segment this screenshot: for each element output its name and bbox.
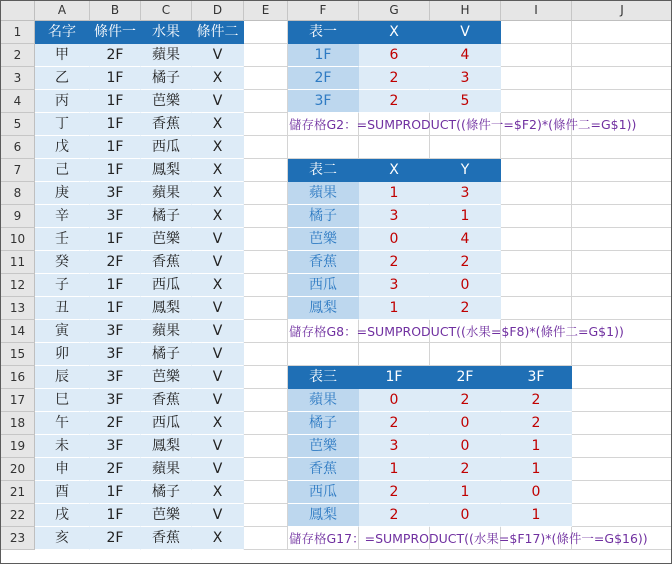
main-table-cell[interactable]: 1F — [90, 297, 141, 320]
main-table-cell[interactable]: 戊 — [35, 136, 90, 159]
table3-header[interactable]: 1F — [359, 366, 430, 389]
table2-value[interactable]: 3 — [359, 274, 430, 297]
main-table-cell[interactable]: 蘋果 — [141, 182, 192, 205]
cell-I6[interactable] — [501, 136, 572, 159]
main-table-cell[interactable]: 1F — [90, 159, 141, 182]
table2-value[interactable]: 4 — [430, 228, 501, 251]
main-table-cell[interactable]: V — [192, 320, 244, 343]
table1-header[interactable]: V — [430, 21, 501, 44]
table2-row-label[interactable]: 芭樂 — [288, 228, 359, 251]
table3-value[interactable]: 2 — [430, 389, 501, 412]
table3-formula-note: 儲存格G17：=SUMPRODUCT((水果=$F17)*(條件一=G$16)) — [289, 531, 648, 546]
cell-F15[interactable] — [288, 343, 359, 366]
main-table-cell[interactable]: 1F — [90, 274, 141, 297]
main-table-cell[interactable]: V — [192, 90, 244, 113]
table1-value[interactable]: 6 — [359, 44, 430, 67]
row-header-11[interactable]: 11 — [1, 251, 35, 274]
main-table-cell[interactable]: 芭樂 — [141, 90, 192, 113]
row-header-16[interactable]: 16 — [1, 366, 35, 389]
main-table-cell[interactable]: 香蕉 — [141, 113, 192, 136]
main-table-cell[interactable]: X — [192, 412, 244, 435]
cell-J17[interactable] — [572, 389, 672, 412]
cell-J4[interactable] — [572, 90, 672, 113]
main-table-cell[interactable]: 申 — [35, 458, 90, 481]
cell-H15[interactable] — [430, 343, 501, 366]
table2-row-label[interactable]: 西瓜 — [288, 274, 359, 297]
table3-value[interactable]: 2 — [501, 389, 572, 412]
table1-row-label[interactable]: 3F — [288, 90, 359, 113]
main-table-cell[interactable]: 巳 — [35, 389, 90, 412]
table1-value[interactable]: 5 — [430, 90, 501, 113]
column-header-G[interactable]: G — [359, 1, 430, 21]
cell-E23[interactable] — [244, 527, 288, 550]
row-header-13[interactable]: 13 — [1, 297, 35, 320]
main-table-cell[interactable]: 午 — [35, 412, 90, 435]
main-table-cell[interactable]: 鳳梨 — [141, 435, 192, 458]
main-table-cell[interactable]: 蘋果 — [141, 44, 192, 67]
main-table-cell[interactable]: V — [192, 44, 244, 67]
table3-value[interactable]: 1 — [430, 481, 501, 504]
table2-value[interactable]: 3 — [430, 182, 501, 205]
cell-E6[interactable] — [244, 136, 288, 159]
main-table-cell[interactable]: 芭樂 — [141, 366, 192, 389]
row-header-21[interactable]: 21 — [1, 481, 35, 504]
cell-I10[interactable] — [501, 228, 572, 251]
main-table-cell[interactable]: 橘子 — [141, 67, 192, 90]
cell-J3[interactable] — [572, 67, 672, 90]
table3-value[interactable]: 1 — [501, 504, 572, 527]
cell-E10[interactable] — [244, 228, 288, 251]
table1-value[interactable]: 2 — [359, 90, 430, 113]
cell-I9[interactable] — [501, 205, 572, 228]
cell-J20[interactable] — [572, 458, 672, 481]
table2-value[interactable]: 3 — [359, 205, 430, 228]
main-table-header[interactable]: 名字 — [35, 21, 90, 44]
main-table-cell[interactable]: 橘子 — [141, 343, 192, 366]
cell-G15[interactable] — [359, 343, 430, 366]
cell-J1[interactable] — [572, 21, 672, 44]
table3-value[interactable]: 1 — [501, 435, 572, 458]
cell-I2[interactable] — [501, 44, 572, 67]
main-table-cell[interactable]: 鳳梨 — [141, 297, 192, 320]
main-table-cell[interactable]: 1F — [90, 113, 141, 136]
cell-I4[interactable] — [501, 90, 572, 113]
table2-header[interactable]: Y — [430, 159, 501, 182]
cell-J18[interactable] — [572, 412, 672, 435]
select-all-corner[interactable] — [1, 1, 35, 21]
main-table-cell[interactable]: 芭樂 — [141, 504, 192, 527]
main-table-cell[interactable]: 蘋果 — [141, 320, 192, 343]
main-table-cell[interactable]: 亥 — [35, 527, 90, 550]
row-header-10[interactable]: 10 — [1, 228, 35, 251]
main-table-cell[interactable]: 酉 — [35, 481, 90, 504]
main-table-cell[interactable]: 3F — [90, 389, 141, 412]
table2-row-label[interactable]: 蘋果 — [288, 182, 359, 205]
table2-header[interactable]: X — [359, 159, 430, 182]
cell-E17[interactable] — [244, 389, 288, 412]
main-table-cell[interactable]: V — [192, 297, 244, 320]
main-table-cell[interactable]: 香蕉 — [141, 389, 192, 412]
cell-E2[interactable] — [244, 44, 288, 67]
row-header-3[interactable]: 3 — [1, 67, 35, 90]
table2-value[interactable]: 1 — [430, 205, 501, 228]
main-table-cell[interactable]: 2F — [90, 44, 141, 67]
main-table-cell[interactable]: X — [192, 205, 244, 228]
cell-J2[interactable] — [572, 44, 672, 67]
main-table-cell[interactable]: 2F — [90, 412, 141, 435]
table1-formula-note: 儲存格G2：=SUMPRODUCT((條件一=$F2)*(條件二=G$1)) — [289, 117, 637, 132]
main-table-cell[interactable]: X — [192, 113, 244, 136]
row-header-5[interactable]: 5 — [1, 113, 35, 136]
cell-E11[interactable] — [244, 251, 288, 274]
cell-E22[interactable] — [244, 504, 288, 527]
column-header-F[interactable]: F — [288, 1, 359, 21]
cell-I15[interactable] — [501, 343, 572, 366]
main-table-cell[interactable]: V — [192, 366, 244, 389]
column-header-A[interactable]: A — [35, 1, 90, 21]
column-header-B[interactable]: B — [90, 1, 141, 21]
table1-value[interactable]: 3 — [430, 67, 501, 90]
cell-J8[interactable] — [572, 182, 672, 205]
row-header-17[interactable]: 17 — [1, 389, 35, 412]
main-table-cell[interactable]: 3F — [90, 435, 141, 458]
table2-value[interactable]: 0 — [359, 228, 430, 251]
table2-value[interactable]: 2 — [430, 251, 501, 274]
row-header-23[interactable]: 23 — [1, 527, 35, 550]
cell-E16[interactable] — [244, 366, 288, 389]
main-table-cell[interactable]: 丁 — [35, 113, 90, 136]
main-table-cell[interactable]: 2F — [90, 251, 141, 274]
main-table-cell[interactable]: V — [192, 343, 244, 366]
main-table-cell[interactable]: 1F — [90, 67, 141, 90]
cell-E21[interactable] — [244, 481, 288, 504]
main-table-cell[interactable]: 3F — [90, 343, 141, 366]
main-table-cell[interactable]: V — [192, 435, 244, 458]
cell-E13[interactable] — [244, 297, 288, 320]
main-table-cell[interactable]: 芭樂 — [141, 228, 192, 251]
column-header-I[interactable]: I — [501, 1, 572, 21]
main-table-cell[interactable]: 丑 — [35, 297, 90, 320]
cell-I8[interactable] — [501, 182, 572, 205]
main-table-cell[interactable]: 2F — [90, 527, 141, 550]
row-header-9[interactable]: 9 — [1, 205, 35, 228]
main-table-cell[interactable]: 己 — [35, 159, 90, 182]
cell-E9[interactable] — [244, 205, 288, 228]
table3-value[interactable]: 0 — [430, 504, 501, 527]
table2-value[interactable]: 2 — [359, 251, 430, 274]
cell-E15[interactable] — [244, 343, 288, 366]
cell-E8[interactable] — [244, 182, 288, 205]
row-header-14[interactable]: 14 — [1, 320, 35, 343]
table1-value[interactable]: 2 — [359, 67, 430, 90]
main-table-cell[interactable]: X — [192, 67, 244, 90]
main-table-cell[interactable]: X — [192, 527, 244, 550]
main-table-header[interactable]: 條件一 — [90, 21, 141, 44]
main-table-cell[interactable]: X — [192, 159, 244, 182]
cell-J9[interactable] — [572, 205, 672, 228]
main-table-cell[interactable]: V — [192, 389, 244, 412]
main-table-cell[interactable]: 1F — [90, 504, 141, 527]
row-header-2[interactable]: 2 — [1, 44, 35, 67]
table1-header[interactable]: X — [359, 21, 430, 44]
cell-J21[interactable] — [572, 481, 672, 504]
column-header-E[interactable]: E — [244, 1, 288, 21]
main-table-cell[interactable]: 香蕉 — [141, 527, 192, 550]
table3-header[interactable]: 2F — [430, 366, 501, 389]
column-header-H[interactable]: H — [430, 1, 501, 21]
cell-E4[interactable] — [244, 90, 288, 113]
main-table-cell[interactable]: 辛 — [35, 205, 90, 228]
table3-value[interactable]: 0 — [501, 481, 572, 504]
table3-value[interactable]: 2 — [359, 412, 430, 435]
main-table-cell[interactable]: V — [192, 504, 244, 527]
table3-row-label[interactable]: 西瓜 — [288, 481, 359, 504]
table3-value[interactable]: 0 — [359, 389, 430, 412]
table3-row-label[interactable]: 鳳梨 — [288, 504, 359, 527]
cell-E20[interactable] — [244, 458, 288, 481]
main-table-cell[interactable]: 3F — [90, 366, 141, 389]
cell-I7[interactable] — [501, 159, 572, 182]
cell-E14[interactable] — [244, 320, 288, 343]
main-table-cell[interactable]: 香蕉 — [141, 251, 192, 274]
main-table-cell[interactable]: 戌 — [35, 504, 90, 527]
table3-value[interactable]: 2 — [359, 481, 430, 504]
column-header-D[interactable]: D — [192, 1, 244, 21]
main-table-cell[interactable]: X — [192, 182, 244, 205]
main-table-cell[interactable]: 卯 — [35, 343, 90, 366]
main-table-cell[interactable]: 橘子 — [141, 205, 192, 228]
cell-I11[interactable] — [501, 251, 572, 274]
cell-E5[interactable] — [244, 113, 288, 136]
table2-value[interactable]: 1 — [359, 297, 430, 320]
cell-J22[interactable] — [572, 504, 672, 527]
cell-J10[interactable] — [572, 228, 672, 251]
table3-value[interactable]: 1 — [359, 458, 430, 481]
cell-I13[interactable] — [501, 297, 572, 320]
main-table-cell[interactable]: X — [192, 274, 244, 297]
table1-row-label[interactable]: 1F — [288, 44, 359, 67]
main-table-cell[interactable]: 子 — [35, 274, 90, 297]
main-table-cell[interactable]: 西瓜 — [141, 274, 192, 297]
table2-value[interactable]: 2 — [430, 297, 501, 320]
main-table-cell[interactable]: 庚 — [35, 182, 90, 205]
table1-value[interactable]: 4 — [430, 44, 501, 67]
table2-row-label[interactable]: 鳳梨 — [288, 297, 359, 320]
column-header-J[interactable]: J — [572, 1, 672, 21]
main-table-header[interactable]: 條件二 — [192, 21, 244, 44]
main-table-cell[interactable]: 3F — [90, 182, 141, 205]
row-header-4[interactable]: 4 — [1, 90, 35, 113]
row-header-22[interactable]: 22 — [1, 504, 35, 527]
main-table-cell[interactable]: 鳳梨 — [141, 159, 192, 182]
main-table-cell[interactable]: 甲 — [35, 44, 90, 67]
cell-J13[interactable] — [572, 297, 672, 320]
main-table-cell[interactable]: 寅 — [35, 320, 90, 343]
main-table-cell[interactable]: 壬 — [35, 228, 90, 251]
row-header-18[interactable]: 18 — [1, 412, 35, 435]
main-table-cell[interactable]: 西瓜 — [141, 136, 192, 159]
table3-value[interactable]: 0 — [430, 435, 501, 458]
table3-value[interactable]: 1 — [501, 458, 572, 481]
main-table-header[interactable]: 水果 — [141, 21, 192, 44]
cell-J6[interactable] — [572, 136, 672, 159]
main-table-cell[interactable]: 未 — [35, 435, 90, 458]
cell-I1[interactable] — [501, 21, 572, 44]
table3-value[interactable]: 2 — [430, 458, 501, 481]
table1-row-label[interactable]: 2F — [288, 67, 359, 90]
column-header-C[interactable]: C — [141, 1, 192, 21]
table2-value[interactable]: 1 — [359, 182, 430, 205]
cell-G6[interactable] — [359, 136, 430, 159]
cell-J15[interactable] — [572, 343, 672, 366]
table3-value[interactable]: 3 — [359, 435, 430, 458]
main-table-cell[interactable]: X — [192, 481, 244, 504]
cell-J11[interactable] — [572, 251, 672, 274]
table2-row-label[interactable]: 香蕉 — [288, 251, 359, 274]
cell-H6[interactable] — [430, 136, 501, 159]
table3-value[interactable]: 2 — [359, 504, 430, 527]
table3-row-label[interactable]: 橘子 — [288, 412, 359, 435]
main-table-cell[interactable]: 1F — [90, 228, 141, 251]
table3-row-label[interactable]: 芭樂 — [288, 435, 359, 458]
table3-value[interactable]: 2 — [501, 412, 572, 435]
cell-E1[interactable] — [244, 21, 288, 44]
cell-E12[interactable] — [244, 274, 288, 297]
main-table-cell[interactable]: 1F — [90, 136, 141, 159]
main-table-cell[interactable]: 癸 — [35, 251, 90, 274]
row-header-20[interactable]: 20 — [1, 458, 35, 481]
cell-E3[interactable] — [244, 67, 288, 90]
cell-J19[interactable] — [572, 435, 672, 458]
row-header-1[interactable]: 1 — [1, 21, 35, 44]
table3-header[interactable]: 表三 — [288, 366, 359, 389]
table3-value[interactable]: 0 — [430, 412, 501, 435]
row-header-15[interactable]: 15 — [1, 343, 35, 366]
cell-J16[interactable] — [572, 366, 672, 389]
main-table-cell[interactable]: 乙 — [35, 67, 90, 90]
table3-row-label[interactable]: 蘋果 — [288, 389, 359, 412]
cell-E19[interactable] — [244, 435, 288, 458]
row-header-7[interactable]: 7 — [1, 159, 35, 182]
main-table-cell[interactable]: V — [192, 228, 244, 251]
main-table-cell[interactable]: 蘋果 — [141, 458, 192, 481]
main-table-cell[interactable]: 2F — [90, 458, 141, 481]
row-header-8[interactable]: 8 — [1, 182, 35, 205]
table3-header[interactable]: 3F — [501, 366, 572, 389]
cell-F6[interactable] — [288, 136, 359, 159]
main-table-cell[interactable]: 3F — [90, 205, 141, 228]
row-header-6[interactable]: 6 — [1, 136, 35, 159]
table2-formula-note: 儲存格G8：=SUMPRODUCT((水果=$F8)*(條件二=G$1)) — [289, 324, 624, 339]
main-table-cell[interactable]: 西瓜 — [141, 412, 192, 435]
row-header-19[interactable]: 19 — [1, 435, 35, 458]
main-table-cell[interactable]: V — [192, 458, 244, 481]
main-table-cell[interactable]: 橘子 — [141, 481, 192, 504]
cell-I12[interactable] — [501, 274, 572, 297]
main-table-cell[interactable]: 辰 — [35, 366, 90, 389]
table1-header[interactable]: 表一 — [288, 21, 359, 44]
cell-I3[interactable] — [501, 67, 572, 90]
main-table-cell[interactable]: 3F — [90, 320, 141, 343]
table2-value[interactable]: 0 — [430, 274, 501, 297]
main-table-cell[interactable]: 丙 — [35, 90, 90, 113]
main-table-cell[interactable]: 1F — [90, 481, 141, 504]
main-table-cell[interactable]: V — [192, 251, 244, 274]
table2-header[interactable]: 表二 — [288, 159, 359, 182]
cell-E7[interactable] — [244, 159, 288, 182]
main-table-cell[interactable]: X — [192, 136, 244, 159]
cell-J7[interactable] — [572, 159, 672, 182]
cell-E18[interactable] — [244, 412, 288, 435]
table3-row-label[interactable]: 香蕉 — [288, 458, 359, 481]
row-header-12[interactable]: 12 — [1, 274, 35, 297]
cell-J12[interactable] — [572, 274, 672, 297]
main-table-cell[interactable]: 1F — [90, 90, 141, 113]
table2-row-label[interactable]: 橘子 — [288, 205, 359, 228]
